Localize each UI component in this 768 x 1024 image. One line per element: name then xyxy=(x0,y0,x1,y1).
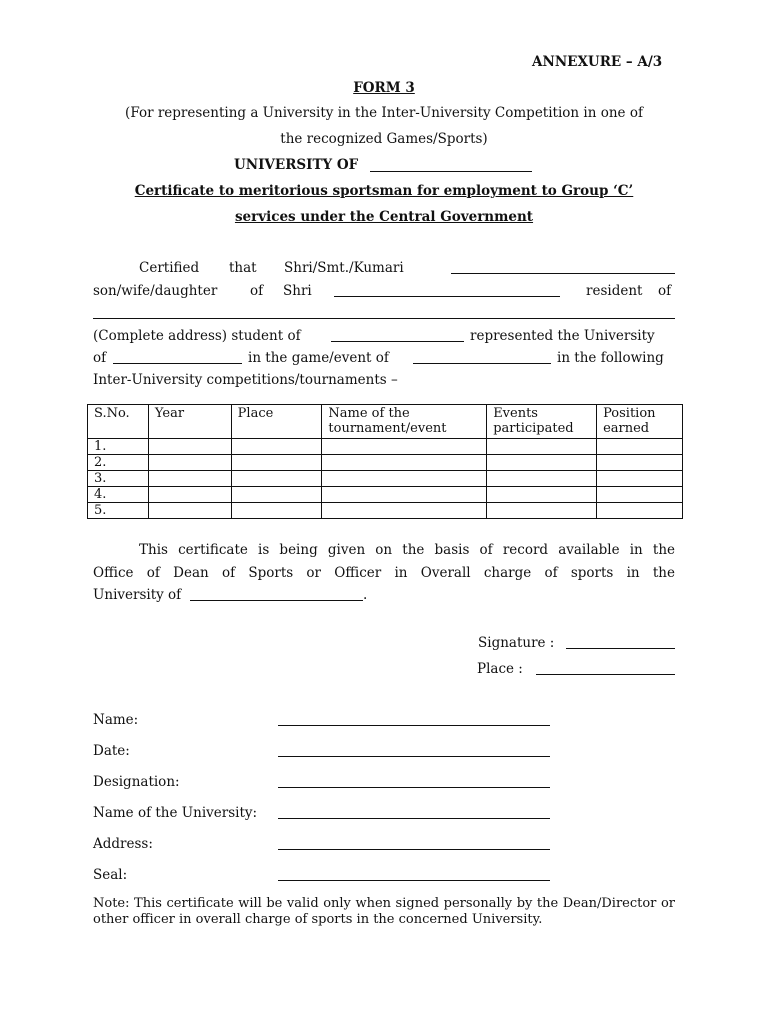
of-word-3: of xyxy=(93,350,107,366)
competitions-label: Inter-University competitions/tournaments – xyxy=(93,372,398,388)
row-number: 3. xyxy=(88,471,149,487)
designation-field-line[interactable] xyxy=(278,787,550,788)
tournament-cell[interactable] xyxy=(322,503,487,519)
place-blank-line[interactable] xyxy=(536,674,675,675)
name-blank-line xyxy=(451,273,675,274)
university-name-blank-line xyxy=(113,363,242,364)
date-field-label: Date: xyxy=(93,743,130,759)
son-wife-daughter-label: son/wife/daughter xyxy=(93,283,218,299)
game-event-blank-line xyxy=(413,363,551,364)
header-sno: S.No. xyxy=(88,405,149,439)
certified-word: Certified xyxy=(139,260,200,276)
university-field-line[interactable] xyxy=(278,818,550,819)
basis-line-2: Office of Dean of Sports or Officer in Overall charge of sports in the xyxy=(93,565,675,581)
name-field-line[interactable] xyxy=(278,725,550,726)
name-field-label: Name: xyxy=(93,712,139,728)
address-blank-line xyxy=(93,318,675,319)
of-word-1: of xyxy=(250,283,264,299)
father-name-blank-line xyxy=(334,296,560,297)
table-row xyxy=(88,503,683,519)
game-event-label: in the game/event of xyxy=(248,350,389,366)
position-cell[interactable] xyxy=(597,455,683,471)
events-cell[interactable] xyxy=(487,471,597,487)
date-field-line[interactable] xyxy=(278,756,550,757)
tournament-cell[interactable] xyxy=(322,455,487,471)
annexure-label: ANNEXURE – A/3 xyxy=(532,54,663,70)
header-place: Place xyxy=(231,405,322,439)
seal-field-line[interactable] xyxy=(278,880,550,881)
year-cell[interactable] xyxy=(148,455,231,471)
position-cell[interactable] xyxy=(597,503,683,519)
table-row xyxy=(88,471,683,487)
address-field-label: Address: xyxy=(93,836,153,852)
events-cell[interactable] xyxy=(487,503,597,519)
signature-label: Signature : xyxy=(478,635,555,651)
table-row xyxy=(88,455,683,471)
place-cell[interactable] xyxy=(231,439,322,455)
table-row xyxy=(88,439,683,455)
table-row xyxy=(88,487,683,503)
events-cell[interactable] xyxy=(487,487,597,503)
position-cell[interactable] xyxy=(597,471,683,487)
form-subtitle-line1: (For representing a University in the Inter-University Competition in one of xyxy=(125,105,643,121)
row-number: 2. xyxy=(88,455,149,471)
signature-blank-line[interactable] xyxy=(566,648,675,649)
place-cell[interactable] xyxy=(231,471,322,487)
seal-field-label: Seal: xyxy=(93,867,128,883)
form-title: FORM 3 xyxy=(353,80,415,96)
year-cell[interactable] xyxy=(148,503,231,519)
tournament-cell[interactable] xyxy=(322,487,487,503)
basis-line-1: This certificate is being given on the basis of record available in the xyxy=(139,542,675,558)
university-field-label: Name of the University: xyxy=(93,805,258,821)
shri-smt-kumari-label: Shri/Smt./Kumari xyxy=(284,260,404,276)
tournament-cell[interactable] xyxy=(322,439,487,455)
events-cell[interactable] xyxy=(487,439,597,455)
place-cell[interactable] xyxy=(231,455,322,471)
place-cell[interactable] xyxy=(231,503,322,519)
header-year: Year xyxy=(148,405,231,439)
resident-word: resident xyxy=(586,283,643,299)
competition-table xyxy=(87,404,683,519)
university-blank-line xyxy=(370,171,532,172)
header-tournament: Name of the tournament/event xyxy=(322,405,487,439)
row-number: 1. xyxy=(88,439,149,455)
certificate-title-line1: Certificate to meritorious sportsman for employment to Group ‘C’ xyxy=(134,183,634,199)
form-subtitle-line2: the recognized Games/Sports) xyxy=(280,131,488,147)
position-cell[interactable] xyxy=(597,487,683,503)
address-field-line[interactable] xyxy=(278,849,550,850)
validity-note: Note: This certificate will be valid only when signed personally by the Dean/Director or other officer in overall charge of sports in the concerned University. xyxy=(93,896,675,927)
year-cell[interactable] xyxy=(148,471,231,487)
shri-word: Shri xyxy=(283,283,312,299)
tournament-cell[interactable] xyxy=(322,471,487,487)
row-number: 4. xyxy=(88,487,149,503)
table-header-row xyxy=(88,405,683,439)
year-cell[interactable] xyxy=(148,439,231,455)
year-cell[interactable] xyxy=(148,487,231,503)
events-cell[interactable] xyxy=(487,455,597,471)
that-word: that xyxy=(229,260,257,276)
university-of-label: UNIVERSITY OF xyxy=(234,157,359,173)
row-number: 5. xyxy=(88,503,149,519)
complete-address-label: (Complete address) student of xyxy=(93,328,301,344)
basis-university-label: University of xyxy=(93,587,182,603)
place-label: Place : xyxy=(477,661,523,677)
represented-label: represented the University xyxy=(470,328,655,344)
position-cell[interactable] xyxy=(597,439,683,455)
basis-period: . xyxy=(363,587,368,603)
of-word-2: of xyxy=(658,283,672,299)
certificate-title-line2: services under the Central Government xyxy=(234,209,534,225)
following-label: in the following xyxy=(557,350,664,366)
basis-university-blank-line xyxy=(190,600,363,601)
header-position: Position earned xyxy=(597,405,683,439)
designation-field-label: Designation: xyxy=(93,774,180,790)
place-cell[interactable] xyxy=(231,487,322,503)
header-events: Events participated xyxy=(487,405,597,439)
student-of-blank-line xyxy=(331,341,464,342)
